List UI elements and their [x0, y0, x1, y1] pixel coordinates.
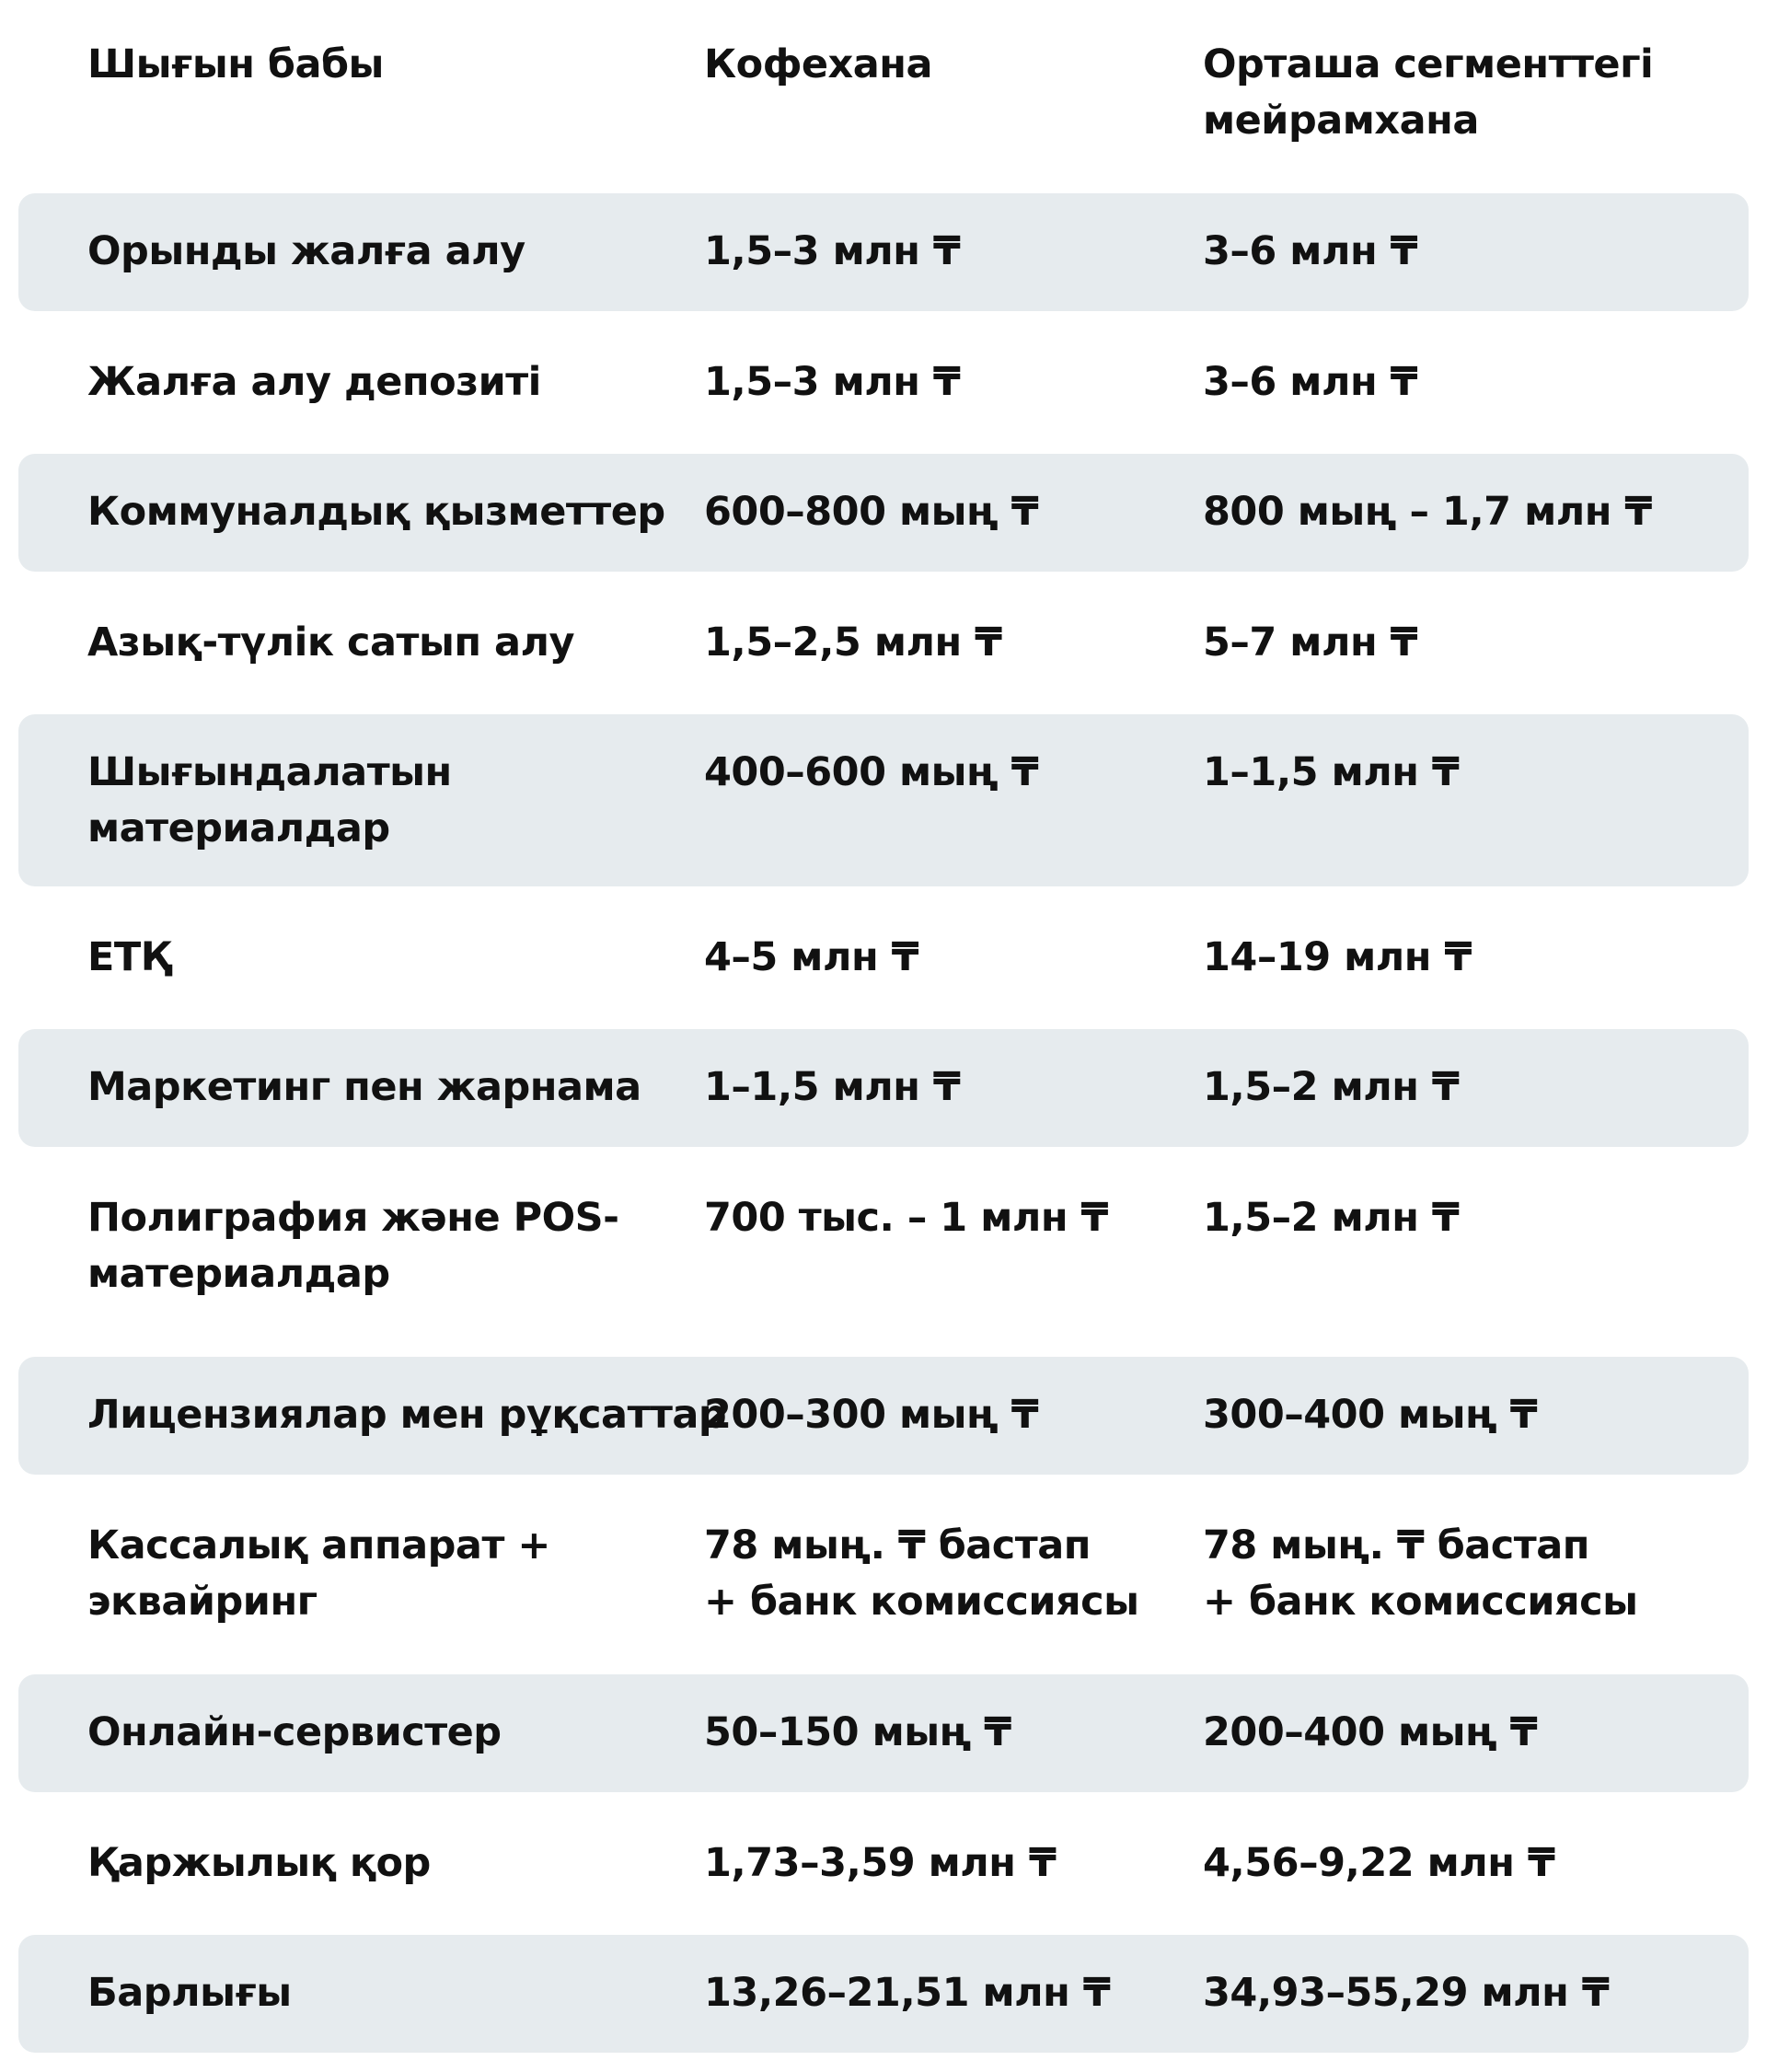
cafe-value — [704, 484, 1203, 540]
cafe-value-text: 1,5–3 млн ₸ — [704, 228, 961, 274]
cost-item-text: ЕТҚ — [87, 934, 171, 980]
table-row — [18, 886, 1749, 1029]
cafe-value — [704, 1705, 1203, 1761]
restaurant-value — [1203, 1059, 1749, 1116]
table-row — [18, 1147, 1749, 1357]
cafe-value — [704, 745, 1203, 801]
cafe-value — [704, 224, 1203, 280]
header-restaurant — [1203, 37, 1749, 149]
header-restaurant-line-2: мейрамхана — [1203, 98, 1479, 144]
cost-item — [18, 224, 704, 280]
cafe-value-text-line-2: + банк комиссиясы — [704, 1579, 1139, 1625]
restaurant-value — [1203, 1965, 1749, 2021]
table-row — [18, 572, 1749, 714]
cafe-value — [704, 1518, 1203, 1630]
cost-item-text: Орынды жалға алу — [87, 228, 525, 274]
cost-item-text-line-1: Шығындалатын — [87, 749, 452, 795]
cafe-value — [704, 1835, 1203, 1892]
cost-item-text: Жалға алу депозиті — [87, 359, 541, 405]
cost-item-text: Қаржылық қор — [87, 1840, 431, 1886]
table-row — [18, 311, 1749, 454]
restaurant-value-text: 4,56–9,22 млн ₸ — [1203, 1840, 1555, 1886]
table-row — [18, 454, 1749, 572]
cost-item-text-line-2: материалдар — [87, 805, 390, 851]
cafe-value — [704, 1190, 1203, 1246]
cafe-value-text: 1–1,5 млн ₸ — [704, 1064, 961, 1110]
header-cost-item: Шығын бабы — [87, 41, 384, 87]
header-cafe: Кофехана — [704, 41, 932, 87]
restaurant-value-text-line-1: 78 мың. ₸ бастап — [1203, 1522, 1589, 1568]
cafe-value — [704, 1965, 1203, 2021]
cafe-value — [704, 1387, 1203, 1443]
cafe-value-text: 4–5 млн ₸ — [704, 934, 919, 980]
restaurant-value-text: 800 мың – 1,7 млн ₸ — [1203, 489, 1652, 535]
restaurant-value-text: 14–19 млн ₸ — [1203, 934, 1472, 980]
cost-item — [18, 1835, 704, 1892]
restaurant-value — [1203, 745, 1749, 801]
restaurant-value — [1203, 1387, 1749, 1443]
table-row — [18, 1029, 1749, 1147]
cafe-value-text: 1,73–3,59 млн ₸ — [704, 1840, 1057, 1886]
cost-item — [18, 1059, 704, 1116]
cost-item-text: Маркетинг пен жарнама — [87, 1064, 641, 1110]
cost-item-text-line-1: Кассалық аппарат + — [87, 1522, 550, 1568]
cafe-value-text: 400–600 мың ₸ — [704, 749, 1039, 795]
cafe-value-text: 50–150 мың ₸ — [704, 1709, 1011, 1755]
restaurant-value-text: 3–6 млн ₸ — [1203, 228, 1418, 274]
restaurant-value — [1203, 1705, 1749, 1761]
cost-item — [18, 1518, 704, 1630]
cost-item-text: Барлығы — [87, 1970, 292, 2016]
table-row-total — [18, 1935, 1749, 2053]
restaurant-value-text: 5–7 млн ₸ — [1203, 619, 1418, 666]
restaurant-value — [1203, 354, 1749, 411]
restaurant-value — [1203, 1190, 1749, 1246]
restaurant-value-text: 1,5–2 млн ₸ — [1203, 1064, 1460, 1110]
restaurant-value — [1203, 930, 1749, 986]
cost-item — [18, 745, 704, 857]
cost-item-text: Азық-түлік сатып алу — [87, 619, 575, 666]
table-row — [18, 1357, 1749, 1475]
restaurant-value-text: 200–400 мың ₸ — [1203, 1709, 1538, 1755]
restaurant-value — [1203, 484, 1749, 540]
cost-item-text: Онлайн-сервистер — [87, 1709, 502, 1755]
cafe-value-text: 1,5–3 млн ₸ — [704, 359, 961, 405]
cost-item — [18, 354, 704, 411]
restaurant-value-text: 3–6 млн ₸ — [1203, 359, 1418, 405]
cost-item-text: Лицензиялар мен рұқсаттар — [87, 1392, 727, 1438]
table-row — [18, 1674, 1749, 1792]
table-row — [18, 193, 1749, 311]
cost-item-text-line-2: эквайринг — [87, 1579, 318, 1625]
cost-item-text-line-2: материалдар — [87, 1251, 390, 1297]
cafe-value — [704, 930, 1203, 986]
cafe-value-text: 13,26–21,51 млн ₸ — [704, 1970, 1111, 2016]
cost-item-text-line-1: Полиграфия және POS- — [87, 1195, 619, 1241]
cost-item — [18, 615, 704, 671]
cost-item — [18, 1705, 704, 1761]
table-header — [18, 0, 1749, 193]
cost-item — [18, 1387, 727, 1443]
cost-item-text: Коммуналдық қызметтер — [87, 489, 665, 535]
restaurant-value-text: 1–1,5 млн ₸ — [1203, 749, 1460, 795]
cafe-value-text: 200–300 мың ₸ — [704, 1392, 1039, 1438]
cafe-value-text: 700 тыс. – 1 млн ₸ — [704, 1195, 1108, 1241]
cafe-value-text-line-1: 78 мың. ₸ бастап — [704, 1522, 1091, 1568]
restaurant-value — [1203, 1835, 1749, 1892]
cost-item — [18, 484, 704, 540]
cost-item — [18, 1965, 704, 2021]
table-row — [18, 714, 1749, 886]
restaurant-value-text: 300–400 мың ₸ — [1203, 1392, 1538, 1438]
cafe-value — [704, 615, 1203, 671]
cost-item — [18, 930, 704, 986]
table-row — [18, 1792, 1749, 1935]
cafe-value — [704, 1059, 1203, 1116]
cafe-value — [704, 354, 1203, 411]
restaurant-value-text-line-2: + банк комиссиясы — [1203, 1579, 1638, 1625]
cafe-value-text: 1,5–2,5 млн ₸ — [704, 619, 1002, 666]
cafe-value-text: 600–800 мың ₸ — [704, 489, 1039, 535]
restaurant-value-text: 34,93–55,29 млн ₸ — [1203, 1970, 1610, 2016]
restaurant-value — [1203, 615, 1749, 671]
cost-table — [18, 0, 1749, 2053]
restaurant-value — [1203, 1518, 1749, 1630]
restaurant-value-text: 1,5–2 млн ₸ — [1203, 1195, 1460, 1241]
restaurant-value — [1203, 224, 1749, 280]
table-row — [18, 1475, 1749, 1674]
header-restaurant-line-1: Орташа сегменттегі — [1203, 41, 1654, 87]
cost-item — [18, 1190, 704, 1302]
